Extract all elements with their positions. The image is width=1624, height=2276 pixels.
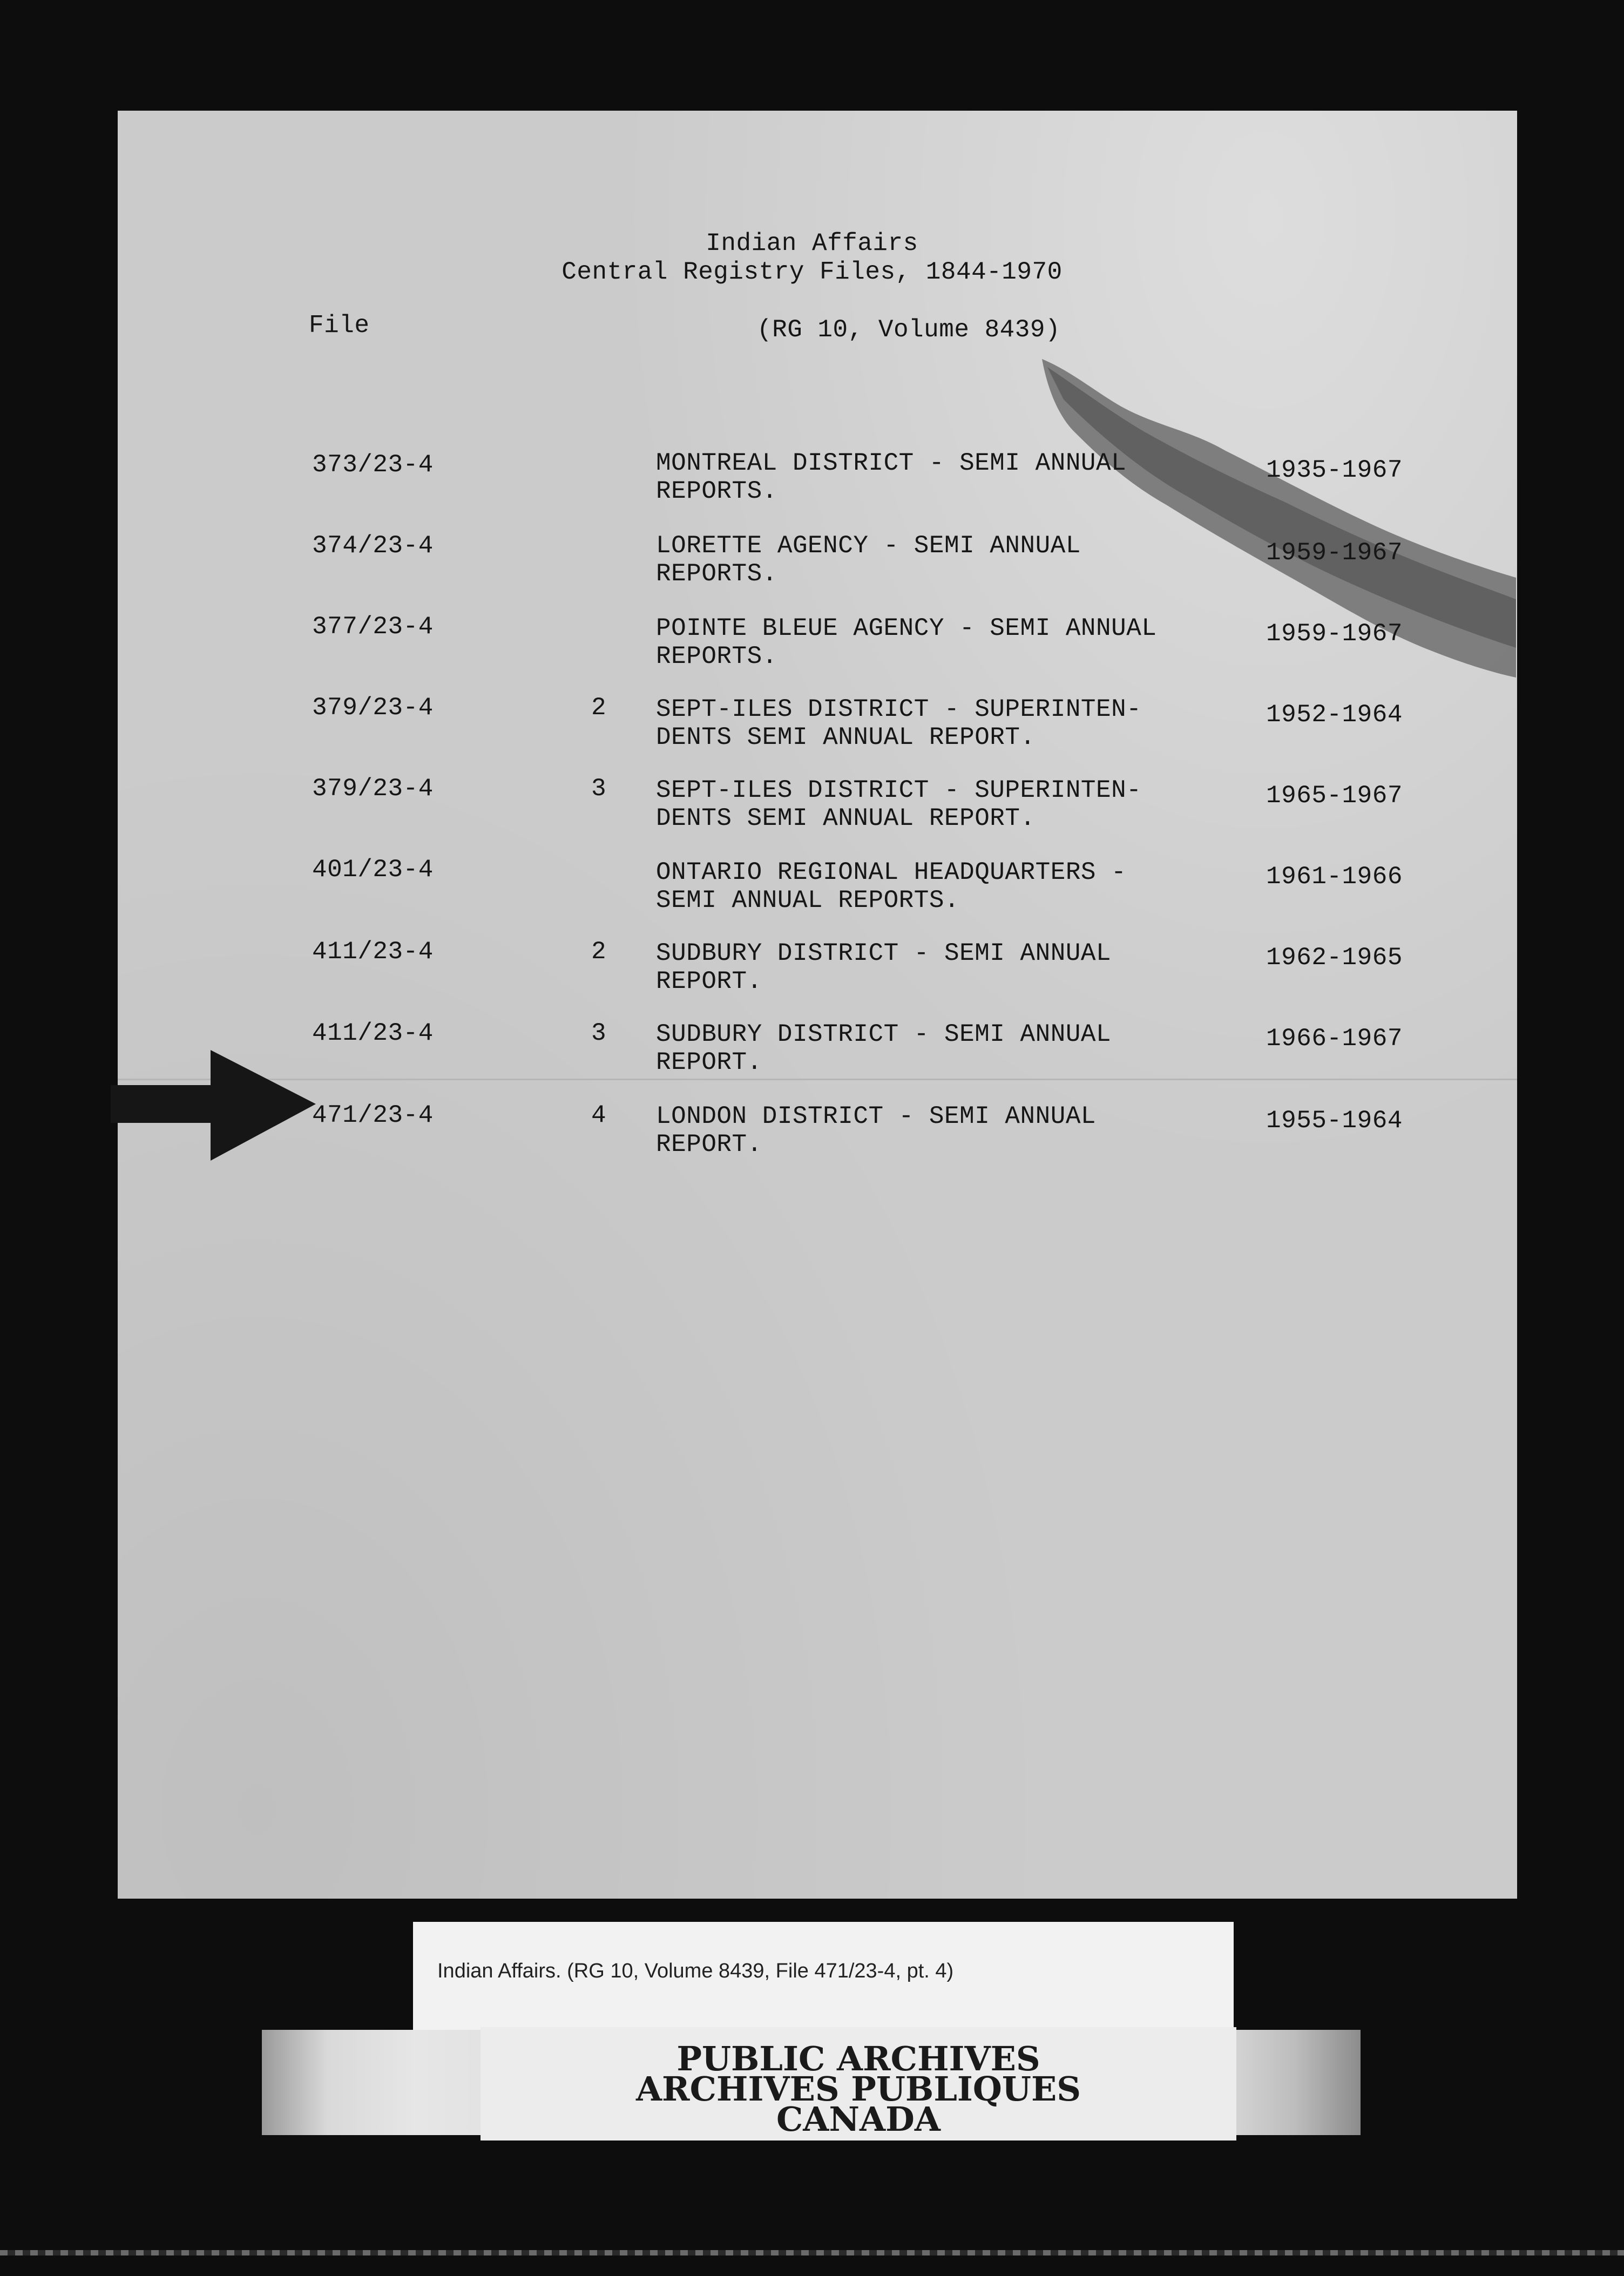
file-number: 411/23-4 <box>312 938 434 966</box>
file-number: 373/23-4 <box>312 451 434 479</box>
date-range: 1955-1964 <box>1266 1107 1403 1135</box>
part-number: 3 <box>591 1019 607 1047</box>
header-title: Indian Affairs <box>706 229 918 258</box>
date-range: 1965-1967 <box>1266 782 1403 810</box>
header-subtitle: Central Registry Files, 1844-1970 <box>561 258 1063 286</box>
date-range: 1961-1966 <box>1266 863 1403 891</box>
file-description-line2: DENTS SEMI ANNUAL REPORT. <box>656 723 1036 751</box>
file-number: 471/23-4 <box>312 1101 434 1129</box>
file-description-line2: REPORT. <box>656 1048 762 1076</box>
file-description-line1: ONTARIO REGIONAL HEADQUARTERS - <box>656 858 1127 886</box>
film-edge <box>0 2250 1624 2255</box>
file-number: 374/23-4 <box>312 532 434 560</box>
file-description-line2: SEMI ANNUAL REPORTS. <box>656 886 960 915</box>
file-description-line2: REPORT. <box>656 1130 762 1159</box>
file-description-line2: DENTS SEMI ANNUAL REPORT. <box>656 804 1036 832</box>
date-range: 1966-1967 <box>1266 1025 1403 1053</box>
file-description-line1: LONDON DISTRICT - SEMI ANNUAL <box>656 1102 1097 1130</box>
date-range: 1959-1967 <box>1266 620 1403 648</box>
caption-text: Indian Affairs. (RG 10, Volume 8439, File 471/23-4, pt. 4) <box>437 1960 954 1982</box>
file-description-line1: POINTE BLEUE AGENCY - SEMI ANNUAL <box>656 614 1157 642</box>
file-number: 401/23-4 <box>312 856 434 884</box>
date-range: 1952-1964 <box>1266 701 1403 729</box>
stamp-line-1: PUBLIC ARCHIVES <box>676 2039 1040 2078</box>
file-description-line1: LORETTE AGENCY - SEMI ANNUAL <box>656 532 1081 560</box>
volume-label: (RG 10, Volume 8439) <box>757 316 1061 344</box>
stamp-line-2: ARCHIVES PUBLIQUES <box>635 2069 1081 2109</box>
fold-line <box>118 1079 1517 1080</box>
file-description-line1: SUDBURY DISTRICT - SEMI ANNUAL <box>656 1020 1112 1048</box>
file-description-line2: REPORT. <box>656 967 762 995</box>
file-number: 377/23-4 <box>312 613 434 641</box>
part-number: 3 <box>591 775 607 803</box>
file-number: 379/23-4 <box>312 775 434 803</box>
stamp-line-3: CANADA <box>776 2099 941 2139</box>
file-column-label: File <box>309 311 370 340</box>
date-range: 1959-1967 <box>1266 539 1403 567</box>
file-description-line2: REPORTS. <box>656 560 777 588</box>
part-number: 4 <box>591 1101 607 1129</box>
file-description-line1: SEPT-ILES DISTRICT - SUPERINTEN- <box>656 695 1142 723</box>
date-range: 1962-1965 <box>1266 944 1403 972</box>
date-range: 1935-1967 <box>1266 456 1403 484</box>
part-number: 2 <box>591 938 607 966</box>
arrow-right-icon <box>111 1050 327 1163</box>
file-number: 379/23-4 <box>312 694 434 722</box>
file-description-line2: REPORTS. <box>656 477 777 505</box>
file-number: 411/23-4 <box>312 1019 434 1047</box>
file-description-line2: REPORTS. <box>656 642 777 670</box>
part-number: 2 <box>591 694 607 722</box>
file-description-line1: SEPT-ILES DISTRICT - SUPERINTEN- <box>656 776 1142 804</box>
file-description-line1: SUDBURY DISTRICT - SEMI ANNUAL <box>656 939 1112 967</box>
file-description-line1: MONTREAL DISTRICT - SEMI ANNUAL <box>656 449 1127 477</box>
